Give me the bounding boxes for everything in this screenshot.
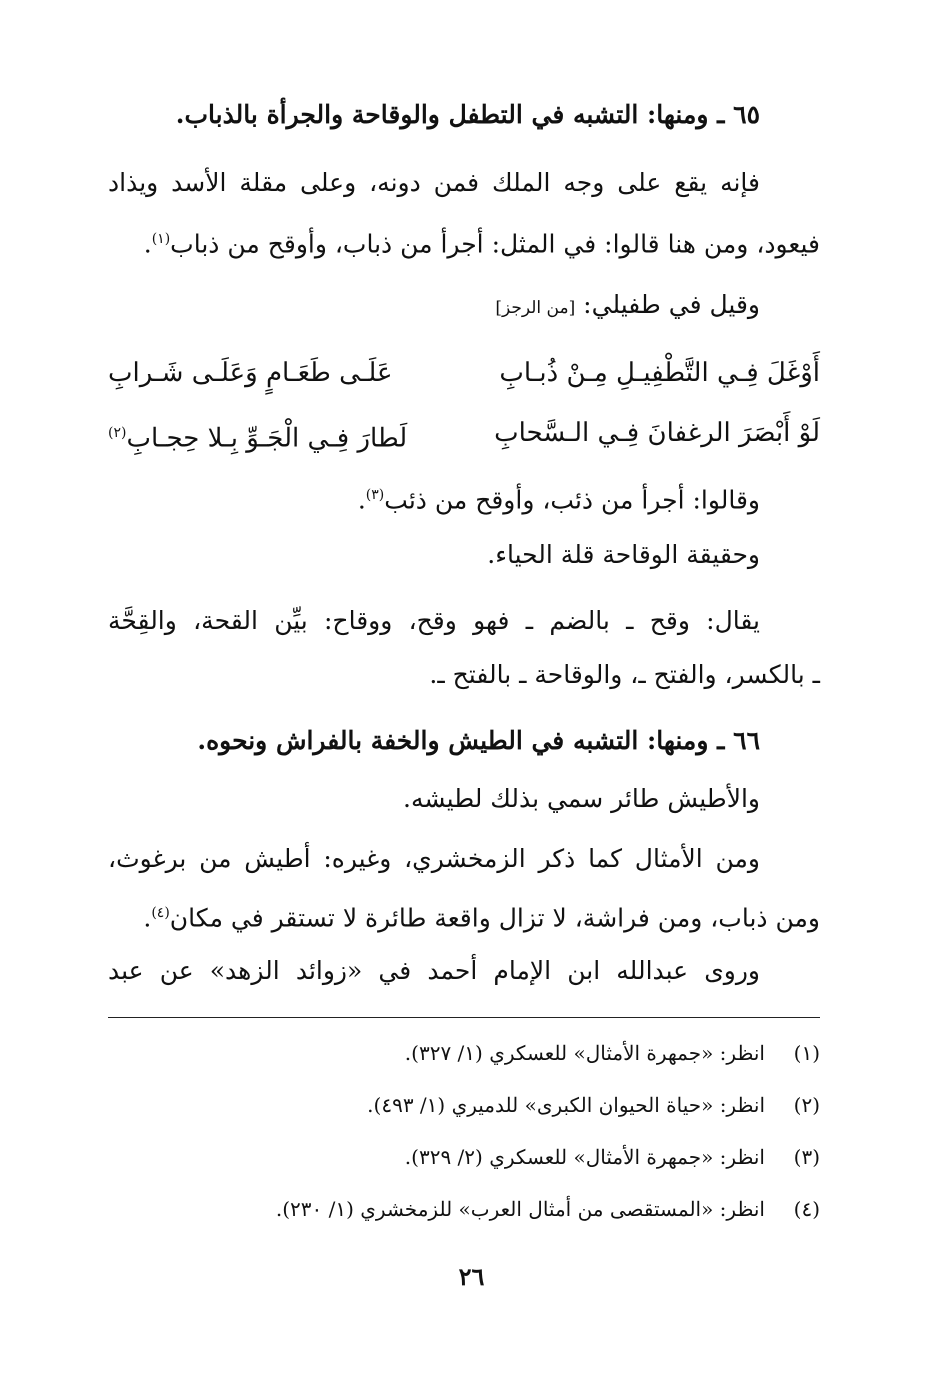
paragraph-line: والأطيش طائر سمي بذلك لطيشه. [403, 784, 760, 813]
paragraph-line: فإنه يقع على وجه الملك فمن دونه، وعلى مقلة الأسد ويذاد [108, 168, 760, 197]
footnote-number: (٣) [793, 1145, 820, 1169]
footnote-text: انظر: «جمهرة الأمثال» للعسكري (١/ ٣٢٧). [404, 1041, 765, 1065]
footnote-ref: (٢) [108, 425, 127, 441]
verse-hemistich: لَطارَ فِـي الْجَـوِّ بِـلا حِجـابِ$^{(٢)}$ [108, 423, 408, 454]
footnote-text: انظر: «المستقصى من أمثال العرب» للزمخشري (١/ ٢٣٠). [275, 1197, 765, 1221]
paragraph-line: وقيل في طفيلي: [من الرجز] [495, 290, 760, 319]
footnote-text: انظر: «حياة الحيوان الكبرى» للدميري (١/ ٤٩٣). [367, 1093, 765, 1117]
footnote-number: (٤) [793, 1197, 820, 1221]
footnote [108, 1193, 820, 1225]
meter-label: [من الرجز] [495, 298, 576, 318]
verse-hemistich: أَوْغَلَ فِـي التَّطْفِيـلِ مِـنْ ذُبـابِ [499, 358, 820, 388]
paragraph-line: وقالوا: أجرأ من ذئب، وأوقح من ذئب$^{(٣)}$. [357, 485, 760, 515]
paragraph-line: ومن الأمثال كما ذكر الزمخشري، وغيره: أطيش من برغوث، [108, 844, 760, 873]
footnote-number: (٢) [793, 1093, 820, 1117]
footnote-separator [108, 1017, 820, 1018]
page-number: ٢٦ [458, 1262, 485, 1291]
paragraph-line: وحقيقة الوقاحة قلة الحياء. [487, 540, 760, 569]
paragraph-line: وروى عبدالله ابن الإمام أحمد في «زوائد الزهد» عن عبد [108, 956, 760, 985]
footnote-number: (١) [793, 1041, 820, 1065]
paragraph-line: ـ بالكسر، والفتح ـ، والوقاحة ـ بالفتح ـ. [429, 660, 820, 689]
paragraph-line: فيعود، ومن هنا قالوا: في المثل: أجرأ من ذباب، وأوقح من ذباب$^{(١)}$. [143, 229, 820, 259]
footnote-ref: (١) [151, 231, 171, 247]
section-heading-66: ٦٦ ـ ومنها: التشبه في الطيش والخفة بالفراش ونحوه. [197, 726, 760, 755]
section-heading-65: ٦٥ ـ ومنها: التشبه في التطفل والوقاحة والجرأة بالذباب. [175, 100, 760, 129]
paragraph-line: يقال: وقح ـ بالضم ـ فهو وقح، ووقاح: بيِّن القحة، والقِحَّة [108, 606, 760, 635]
footnote-text: انظر: «جمهرة الأمثال» للعسكري (٢/ ٣٢٩). [404, 1145, 765, 1169]
footnote-ref: (٣) [365, 487, 385, 503]
verse-hemistich: عَلَـى طَعَـامٍ وَعَلَـى شَـرابِ [108, 358, 393, 388]
footnote-ref: (٤) [151, 905, 170, 921]
footnote [108, 1037, 820, 1069]
footnote [108, 1089, 820, 1121]
paragraph-line: ومن ذباب، ومن فراشة، لا تزال واقعة طائرة لا تستقر في مكان$^{(٤)}$. [143, 903, 820, 933]
verse-hemistich: لَوْ أَبْصَرَ الرغفانَ فِـي الـسَّحابِ [494, 418, 820, 448]
footnote [108, 1141, 820, 1173]
